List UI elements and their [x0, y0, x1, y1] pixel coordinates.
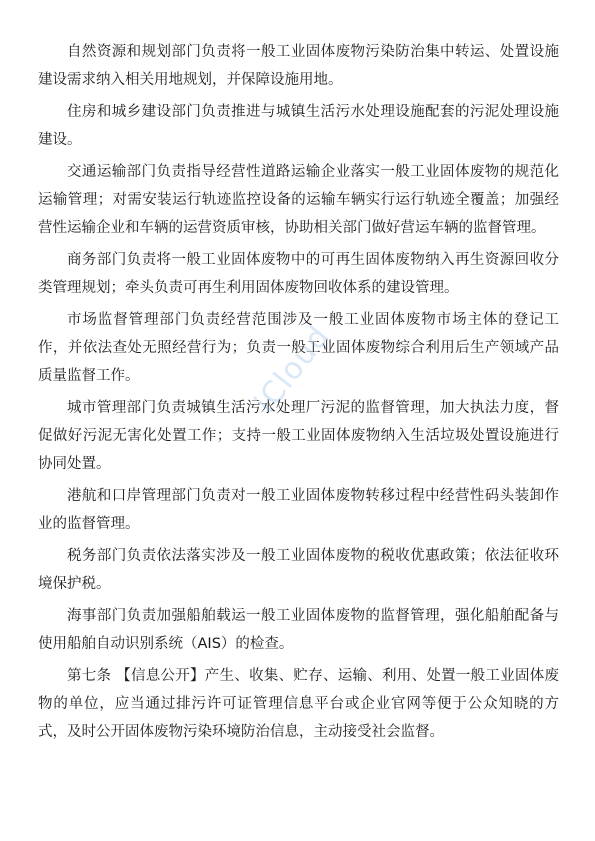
paragraph-commerce: 商务部门负责将一般工业固体废物中的可再生固体废物纳入再生资源回收分类管理规划；牵头负责可再生利用固体废物回收体系的建设管理。: [38, 252, 559, 296]
paragraph-article-seven: 第七条 【信息公开】产生、收集、贮存、运输、利用、处置一般工业固体废物的单位，应当通过排污许可证管理信息平台或企业官网等便于公众知晓的方式，及时公开固体废物污染环境防治信息，主动接受社会监督。: [38, 668, 559, 740]
paragraph-taxation: 税务部门负责依法落实涉及一般工业固体废物的税收优惠政策；依法征收环境保护税。: [38, 548, 559, 592]
watermark-logo: iCloud: [248, 319, 338, 420]
paragraph-transport: 交通运输部门负责指导经营性道路运输企业落实一般工业固体废物的规范化运输管理；对需安装运行轨迹监控设备的运输车辆实行运行轨迹全覆盖；加强经营性运输企业和车辆的运营资质审核，协助相关部门做好营运车辆的监督管理。: [38, 164, 559, 236]
paragraph-urban-management: 城市管理部门负责城镇生活污水处理厂污泥的监督管理，加大执法力度，督促做好污泥无害化处置工作；支持一般工业固体废物纳入生活垃圾处置设施进行协同处置。: [38, 400, 559, 472]
paragraph-housing: 住房和城乡建设部门负责推进与城镇生活污水处理设施配套的污泥处理设施建设。: [38, 104, 559, 148]
document-body: [38, 38, 559, 750]
paragraph-port-management: 港航和口岸管理部门负责对一般工业固体废物转移过程中经营性码头装卸作业的监督管理。: [38, 488, 559, 532]
paragraph-natural-resources: 自然资源和规划部门负责将一般工业固体废物污染防治集中转运、处置设施建设需求纳入相关用地规划，并保障设施用地。: [38, 44, 559, 88]
paragraph-maritime: 海事部门负责加强船舶载运一般工业固体废物的监督管理，强化船舶配备与使用船舶自动识别系统（AIS）的检查。: [38, 608, 559, 652]
paragraph-market-supervision: 市场监督管理部门负责经营范围涉及一般工业固体废物市场主体的登记工作，并依法查处无照经营行为；负责一般工业固体废物综合利用后生产领域产品质量监督工作。: [38, 312, 559, 384]
